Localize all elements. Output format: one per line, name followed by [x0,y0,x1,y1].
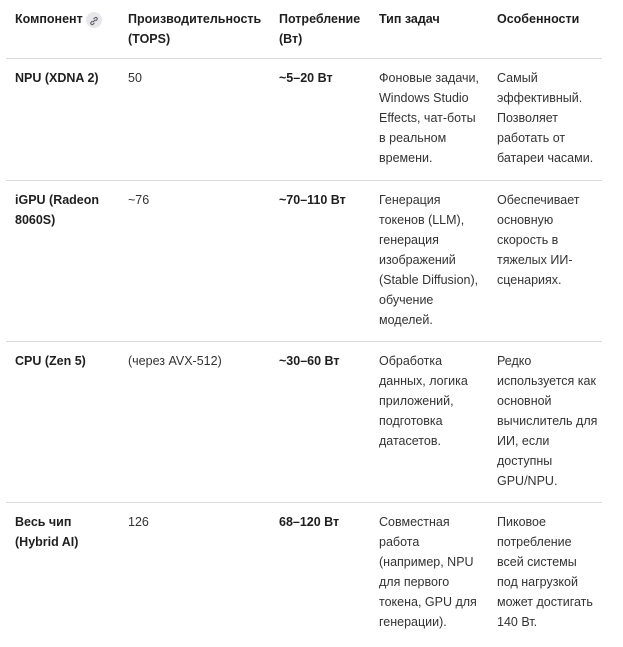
cell-features: Обеспечивает основную скорость в тяжелых ИИ-сценариях. [488,181,602,342]
cell-power: 68–120 Вт [279,515,340,529]
cell-power: ~30–60 Вт [270,342,370,503]
header-component-label: Компонент [15,12,83,26]
cell-features: Самый эффективный. Позволяет работать от батареи часами. [488,59,602,181]
cell-performance: ~76 [119,181,270,342]
table-header-row [6,0,602,59]
table-row [6,181,602,342]
cell-power: ~70–110 Вт [270,181,370,342]
cell-task-type: Генерация токенов (LLM), генерация изображений (Stable Diffusion), обучение моделей. [370,181,488,342]
cell-features: Редко используется как основной вычислитель для ИИ, если доступны GPU/NPU. [488,342,602,503]
cell-performance: 50 [119,59,270,181]
header-power: Потребление (Вт) [270,0,370,59]
link-icon[interactable] [86,12,102,28]
cell-task-type: Фоновые задачи, Windows Studio Effects, чат-боты в реальном времени. [370,59,488,181]
cell-component: Весь чип (Hybrid AI) [15,515,79,549]
cell-performance: (через AVX-512) [119,342,270,503]
cell-task-type: Обработка данных, логика приложений, подготовка датасетов. [370,342,488,503]
cell-component: iGPU (Radeon 8060S) [6,181,119,342]
comparison-table [6,0,602,643]
cell-performance: 126 [128,515,149,529]
header-task-type: Тип задач [370,0,488,59]
cell-features: Пиковое потребление всей системы под нагрузкой может достигать 140 Вт. [497,515,593,629]
header-component [6,0,119,59]
comparison-table-container [6,0,602,643]
table-row [6,342,602,503]
cell-component: NPU (XDNA 2) [6,59,119,181]
cell-component: CPU (Zen 5) [6,342,119,503]
header-performance: Производительность (TOPS) [119,0,270,59]
table-row [6,59,602,181]
cell-task-type: Совместная работа (например, NPU для первого токена, GPU для генерации). [379,515,477,629]
header-features: Особенности [488,0,602,59]
table-row [6,503,602,643]
cell-power: ~5–20 Вт [270,59,370,181]
